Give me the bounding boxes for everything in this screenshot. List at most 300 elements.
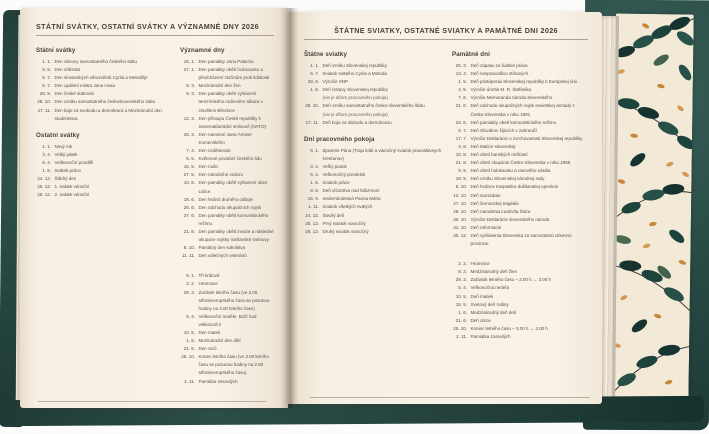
section-vyznamne-dny bbox=[180, 47, 274, 260]
holiday-entry bbox=[452, 208, 588, 216]
entry-date: 15. 5. bbox=[183, 164, 195, 170]
holiday-entry bbox=[452, 293, 588, 301]
entry-text: Den památky obětí vyhlazení terezínského rodinného tábora v Osvětimi-Březince bbox=[198, 91, 263, 113]
holiday-entry bbox=[36, 107, 170, 123]
entry-date: 1. 5. bbox=[458, 79, 467, 85]
right-page-column-2 bbox=[452, 42, 588, 341]
holiday-entry bbox=[180, 329, 274, 337]
entry-text: Medzinárodný deň detí bbox=[470, 309, 517, 315]
section-dni-pracovneho-pokoja bbox=[304, 136, 444, 236]
holiday-entry bbox=[452, 216, 588, 224]
holiday-entry bbox=[304, 78, 444, 86]
entry-text: Deň obetí banských nešťastí bbox=[470, 152, 528, 158]
entry-date: 11. 11. bbox=[181, 253, 195, 259]
entry-date: 12. 3. bbox=[183, 115, 195, 121]
entry-date: 3. 4. bbox=[42, 151, 51, 157]
entry-text: Výročie SNP bbox=[322, 79, 348, 85]
entry-text: Velký pátek bbox=[54, 151, 78, 157]
holiday-entry bbox=[180, 66, 274, 82]
entry-text: Začiatok letného času – 2.00 h → 3.00 h bbox=[470, 277, 552, 283]
holiday-entry bbox=[36, 74, 170, 82]
holiday-entry bbox=[304, 147, 444, 163]
entry-date: 25. 12. bbox=[37, 184, 51, 190]
entry-text: Nový rok bbox=[54, 143, 73, 149]
entry-text: Prvý sviatok vianočný bbox=[322, 220, 366, 226]
holiday-entry bbox=[180, 228, 274, 244]
holiday-entry bbox=[180, 244, 274, 252]
entry-text: Veľký piatok bbox=[322, 163, 347, 169]
entry-text: Velikonoční pondělí bbox=[54, 159, 94, 165]
entry-date: 8. 10. bbox=[183, 245, 195, 251]
holiday-entry bbox=[452, 333, 588, 341]
entry-text: Deň samizdatu bbox=[470, 192, 501, 198]
entry-date: 17. 7. bbox=[455, 135, 467, 141]
section-heading: Ostatní svátky bbox=[36, 131, 80, 139]
holiday-entry bbox=[36, 66, 170, 74]
entry-date: 1. 1. bbox=[42, 143, 51, 149]
holiday-entry bbox=[452, 183, 588, 191]
entry-text: Deň hrdinov Karpatsko-duklianskej operácie bbox=[470, 184, 559, 190]
entry-text: Deň vzniku Slovenskej národnej rady bbox=[470, 176, 545, 182]
entry-date: 10. 5. bbox=[455, 293, 467, 299]
entry-text: Deň pamiatky obetí komunistického režimu bbox=[470, 119, 557, 125]
holiday-entry bbox=[452, 135, 588, 143]
entry-date: 1. 9. bbox=[310, 87, 319, 93]
left-page-content bbox=[20, 8, 288, 408]
holiday-list bbox=[304, 62, 444, 127]
entry-text: Den otců bbox=[198, 346, 217, 352]
entry-date: 5. 5. bbox=[186, 156, 195, 162]
entry-text: Výročie Deklarácie slovenského národa bbox=[470, 216, 550, 222]
entry-text: Deň zápasu za ľudské práva bbox=[470, 63, 528, 68]
holiday-entry bbox=[180, 196, 274, 204]
entry-text: Štedrý deň bbox=[322, 212, 345, 218]
holiday-entry bbox=[304, 212, 444, 220]
entry-text: Den rodin bbox=[198, 164, 218, 170]
entry-date: 1. 5. bbox=[42, 168, 51, 174]
entry-text: Medzinárodný deň žien bbox=[470, 269, 517, 275]
holiday-entry bbox=[36, 58, 170, 66]
entry-text: Deň nespravodlivo stíhaných bbox=[470, 71, 529, 77]
entry-date: 5. 7. bbox=[458, 127, 467, 133]
entry-note: (nie je dňom pracovného pokoja) bbox=[322, 111, 388, 117]
entry-date: 26. 12. bbox=[37, 192, 51, 198]
entry-date: 29. 8. bbox=[307, 79, 319, 85]
holiday-entry bbox=[452, 151, 588, 159]
entry-text: Deň víťazstva nad fašizmom bbox=[322, 188, 380, 194]
title-rule bbox=[304, 39, 588, 40]
holiday-entry bbox=[304, 195, 444, 203]
entry-text: Konec letního času (ve 3.00 letního času se posunou hodiny na 2.00 středoevropského času) bbox=[198, 354, 269, 376]
entry-date: 10. 6. bbox=[183, 180, 195, 186]
entry-date: 2. 2. bbox=[186, 281, 195, 287]
entry-text: Druhý sviatok vianočný bbox=[322, 228, 369, 234]
holiday-entry bbox=[452, 159, 588, 167]
holiday-entry bbox=[304, 86, 444, 102]
footer-rule bbox=[38, 401, 266, 402]
entry-date: 1. 6. bbox=[186, 338, 195, 344]
entry-date: 19. 9. bbox=[455, 176, 467, 182]
entry-text: Velikonoční neděle, Boží hod velikonoční bbox=[198, 313, 257, 327]
entry-date: 9. 9. bbox=[458, 168, 467, 174]
entry-text: Koniec letného času – 3.00 h → 2.00 h bbox=[470, 325, 548, 331]
entry-date: 21. 8. bbox=[455, 160, 467, 166]
right-page-content bbox=[288, 12, 602, 404]
section-statni-svatky bbox=[36, 47, 170, 123]
entry-text: Deň Slovákov žijúcich v zahraničí bbox=[470, 127, 538, 133]
entry-text: Hromnice bbox=[198, 281, 218, 287]
entry-text: Mezinárodní den dětí bbox=[198, 338, 241, 344]
entry-date: 5. 4. bbox=[186, 313, 195, 319]
holiday-entry bbox=[452, 232, 588, 248]
left-page-column-2 bbox=[180, 38, 274, 386]
entry-date: 1. 5. bbox=[310, 180, 319, 186]
holiday-entry bbox=[180, 378, 274, 386]
entry-text: Výročie Memoranda národa slovenského bbox=[470, 95, 553, 101]
holiday-entry bbox=[180, 252, 274, 260]
leaf-pattern bbox=[610, 13, 694, 418]
entry-date: 2. 11. bbox=[456, 334, 467, 339]
entry-text: Svátek práce bbox=[54, 168, 81, 174]
holiday-entry bbox=[452, 309, 588, 317]
holiday-list bbox=[180, 58, 274, 260]
entry-date: 6. 1. bbox=[310, 147, 319, 153]
section-other-observances-cz bbox=[180, 272, 274, 385]
entry-date: 30. 12. bbox=[453, 232, 467, 238]
entry-text: Sviatok práce bbox=[322, 180, 350, 186]
entry-date: 2. 2. bbox=[458, 261, 467, 267]
entry-text: Den hrdinů druhého odboje bbox=[198, 196, 253, 202]
entry-date: 5. 7. bbox=[310, 71, 319, 77]
section-statne-sviatky bbox=[304, 51, 444, 127]
holiday-entry bbox=[452, 175, 588, 183]
right-page-title: ŠTÁTNE SVIATKY, OSTATNÉ SVIATKY A PAMÄTNÉ DNI 2026 bbox=[334, 26, 558, 35]
holiday-entry bbox=[180, 345, 274, 353]
holiday-entry bbox=[452, 224, 588, 232]
entry-text: Tři králové bbox=[198, 273, 220, 279]
entry-text: Den boje za svobodu a demokracii a Mezinárodní den studentstva bbox=[54, 107, 162, 121]
entry-date: 27. 6. bbox=[183, 212, 195, 218]
entry-text: Začátek letního času (ve 2.00 středoevropského času se posunou hodiny na 3.00 letního času) bbox=[198, 289, 270, 311]
entry-text: Pamiatka zosnulých bbox=[470, 334, 511, 339]
entry-text: Den přístupu České republiky k Severoatlantické smlouvě (NATO) bbox=[198, 115, 266, 129]
entry-text: Deň odchodu okupačných vojsk sovietskej armády z Česko-Slovenska v roku 1991 bbox=[470, 103, 575, 117]
entry-text: Den vítězství bbox=[54, 67, 81, 73]
entry-date: 9. 3. bbox=[186, 91, 195, 97]
entry-text: Den národního vzdoru bbox=[198, 172, 243, 178]
entry-text: Den památky obětí invaze a následné okupace vojsky Varšavské smlouvy bbox=[198, 228, 274, 243]
entry-date: 7. 4. bbox=[186, 148, 195, 154]
entry-date: 6. 4. bbox=[310, 172, 319, 178]
entry-text: Květnové povstání českého lidu bbox=[198, 156, 262, 162]
entry-date: 26. 6. bbox=[183, 204, 195, 210]
entry-text: Den odchodu okupačních vojsk bbox=[198, 204, 261, 210]
entry-date: 24. 12. bbox=[305, 212, 319, 218]
holiday-entry bbox=[452, 200, 588, 208]
entry-text: Deň Matice slovenskej bbox=[470, 143, 516, 149]
holiday-entry bbox=[452, 102, 588, 118]
entry-text: Deň vzniku samostatného česko-slovenského štátu bbox=[322, 103, 425, 109]
entry-date: 3. 4. bbox=[310, 163, 319, 169]
holiday-entry bbox=[180, 115, 274, 131]
entry-text: Den české státnosti bbox=[54, 91, 94, 97]
entry-date: 24. 6. bbox=[455, 119, 467, 125]
entry-date: 30. 10. bbox=[453, 216, 467, 222]
holiday-entry bbox=[180, 212, 274, 228]
entry-text: Deň reformácie bbox=[470, 224, 502, 230]
holiday-entry bbox=[180, 313, 274, 329]
holiday-entry bbox=[180, 58, 274, 66]
holiday-entry bbox=[180, 163, 274, 171]
holiday-entry bbox=[180, 280, 274, 288]
entry-date: 21. 6. bbox=[455, 317, 467, 323]
entry-date: 16. 1. bbox=[183, 59, 195, 64]
holiday-entry bbox=[304, 228, 444, 236]
entry-text: Den vzdělanosti bbox=[198, 148, 231, 154]
entry-text: Hromnice bbox=[470, 261, 490, 267]
holiday-entry bbox=[304, 187, 444, 195]
entry-date: 29. 3. bbox=[183, 289, 195, 295]
entry-date: 17. 11. bbox=[37, 107, 51, 113]
entry-text: Deň boja za slobodu a demokraciu bbox=[322, 119, 392, 125]
entry-text: Deň matiek bbox=[470, 293, 494, 299]
holiday-entry bbox=[452, 260, 588, 268]
entry-date: 15. 9. bbox=[307, 196, 319, 202]
entry-text: Památka zesnulých bbox=[198, 378, 238, 384]
entry-text: Štědrý den bbox=[54, 176, 77, 182]
right-page-column-1 bbox=[304, 42, 444, 341]
section-ostatni-svatky bbox=[36, 132, 170, 200]
holiday-entry bbox=[180, 272, 274, 280]
entry-text: Veľkonočný pondelok bbox=[322, 172, 366, 178]
holiday-entry bbox=[304, 102, 444, 118]
entry-date: 25. 10. bbox=[453, 325, 467, 331]
left-page bbox=[20, 8, 288, 408]
holiday-entry bbox=[180, 147, 274, 155]
holiday-entry bbox=[180, 337, 274, 345]
entry-date: 15. 5. bbox=[455, 301, 467, 307]
holiday-entry bbox=[180, 82, 274, 90]
entry-text: Den slovanských věrozvěstů Cyrila a Metoděje bbox=[54, 75, 148, 81]
right-page bbox=[288, 12, 602, 404]
holiday-entry bbox=[304, 179, 444, 187]
entry-date: 1. 6. bbox=[458, 309, 467, 315]
holiday-entry bbox=[180, 131, 274, 147]
holiday-entry bbox=[452, 317, 588, 325]
entry-date: 1. 11. bbox=[308, 204, 319, 210]
holiday-entry bbox=[180, 353, 274, 377]
entry-date: 25. 12. bbox=[305, 220, 319, 226]
entry-date: 18. 6. bbox=[183, 196, 195, 202]
entry-text: Mezinárodní den žen bbox=[198, 83, 241, 89]
entry-date: 27. 5. bbox=[183, 172, 195, 178]
entry-date: 5. 4. bbox=[458, 285, 467, 291]
holiday-entry bbox=[180, 155, 274, 163]
holiday-list bbox=[36, 143, 170, 200]
holiday-entry bbox=[304, 171, 444, 179]
entry-date: 6. 1. bbox=[186, 273, 195, 279]
holiday-entry bbox=[36, 159, 170, 167]
section-pamatne-dni bbox=[452, 51, 588, 248]
holiday-entry bbox=[452, 127, 588, 135]
holiday-entry bbox=[452, 62, 588, 70]
holiday-entry bbox=[452, 78, 588, 86]
entry-date: 6. 4. bbox=[42, 159, 51, 165]
holiday-entry bbox=[180, 171, 274, 179]
entry-text: Sviatok svätého Cyrila a Metoda bbox=[322, 71, 387, 77]
holiday-entry bbox=[36, 191, 170, 199]
entry-date: 6. 10. bbox=[455, 184, 467, 190]
entry-date: 21. 6. bbox=[455, 103, 467, 109]
entry-date: 28. 10. bbox=[305, 103, 319, 109]
holiday-entry bbox=[452, 284, 588, 292]
entry-text: Sviatok všetkých svätých bbox=[322, 204, 373, 210]
entry-date: 10. 5. bbox=[183, 330, 195, 335]
entry-date: 21. 6. bbox=[183, 346, 195, 352]
entry-text: Den válečných veteránů bbox=[198, 253, 247, 259]
holiday-list bbox=[452, 62, 588, 248]
entry-text: Sedembolestná Panna Mária bbox=[322, 196, 381, 202]
entry-date: 29. 10. bbox=[453, 208, 467, 214]
entry-date: 24. 12. bbox=[37, 176, 51, 182]
holiday-entry bbox=[180, 179, 274, 195]
entry-date: 28. 9. bbox=[39, 91, 51, 97]
holiday-list bbox=[304, 147, 444, 236]
entry-date: 28. 3. bbox=[183, 131, 195, 137]
book-back-cover-leaf-panel bbox=[610, 13, 694, 418]
entry-text: Výročie Deklarácie o zvrchovanosti Slovenskej republiky bbox=[470, 135, 583, 141]
entry-text: Den obnovy samostatného českého státu bbox=[54, 59, 137, 64]
entry-date: 28. 10. bbox=[37, 99, 51, 105]
holiday-entry bbox=[180, 90, 274, 114]
entry-date: 8. 5. bbox=[42, 67, 51, 73]
entry-date: 7. 6. bbox=[458, 95, 467, 101]
holiday-entry bbox=[304, 119, 444, 127]
holiday-entry bbox=[36, 175, 170, 183]
entry-date: 1. 1. bbox=[310, 63, 319, 68]
entry-text: 1. svátek vánoční bbox=[54, 184, 90, 190]
entry-date: 21. 8. bbox=[183, 228, 195, 234]
holiday-entry bbox=[452, 143, 588, 151]
left-page-title: STÁTNÍ SVÁTKY, OSTATNÍ SVÁTKY A VÝZNAMNÉ DNY 2026 bbox=[36, 22, 259, 31]
entry-date: 4. 8. bbox=[458, 143, 467, 149]
entry-text: Deň otcov bbox=[470, 317, 491, 323]
footer-rule bbox=[310, 397, 590, 398]
left-page-columns bbox=[36, 38, 274, 386]
entry-note: (nie je dňom pracovného pokoja) bbox=[322, 95, 388, 101]
entry-text: Památný den sokolstva bbox=[198, 245, 245, 251]
entry-date: 13. 4. bbox=[455, 71, 467, 77]
entry-date: 6. 7. bbox=[42, 83, 51, 89]
holiday-entry bbox=[36, 167, 170, 175]
entry-text: Deň obetí holokaustu a rasového násilia bbox=[470, 168, 551, 174]
holiday-entry bbox=[180, 204, 274, 212]
section-heading: Významné dny bbox=[180, 47, 225, 54]
entry-date: 5. 7. bbox=[42, 75, 51, 81]
holiday-entry bbox=[452, 276, 588, 284]
holiday-entry bbox=[36, 90, 170, 98]
holiday-entry bbox=[36, 82, 170, 90]
holiday-entry bbox=[304, 220, 444, 228]
holiday-entry bbox=[304, 62, 444, 70]
entry-text: Den narození Jana Ámose Komenského bbox=[198, 131, 252, 145]
holiday-entry bbox=[304, 163, 444, 171]
holiday-entry bbox=[452, 70, 588, 78]
entry-text: Den památky obětí komunistického režimu bbox=[198, 212, 269, 226]
entry-date: 2. 11. bbox=[184, 378, 195, 384]
holiday-entry bbox=[36, 151, 170, 159]
entry-text: Den vzniku samostatného československého státu bbox=[54, 99, 156, 105]
entry-text: Den památky Jana Palacha bbox=[198, 59, 254, 64]
entry-text: Výročie úmrtia M. R. Štefánika bbox=[470, 87, 532, 93]
entry-date: 31. 10. bbox=[453, 224, 467, 230]
entry-date: 27. 10. bbox=[453, 200, 467, 206]
holiday-entry bbox=[452, 86, 588, 94]
entry-date: 26. 12. bbox=[305, 228, 319, 234]
entry-text: Deň obetí okupácie Česko-Slovenska v roku 1968 bbox=[470, 160, 571, 166]
entry-date: 10. 8. bbox=[455, 152, 467, 158]
entry-text: Deň narodenia Ľudovíta Štúra bbox=[470, 208, 531, 214]
entry-text: Deň vyhlásenia Slovenska za samostatnú cirkevnú provinciu bbox=[470, 232, 572, 247]
entry-text: Veľkonočná nedeľa bbox=[470, 285, 510, 291]
holiday-entry bbox=[452, 94, 588, 102]
section-heading: Státní svátky bbox=[36, 47, 76, 54]
holiday-entry bbox=[452, 301, 588, 309]
entry-text: Deň Ústavy Slovenskej republiky bbox=[322, 87, 388, 93]
entry-text: Den upálení mistra Jana Husa bbox=[54, 83, 115, 89]
section-heading: Pamätné dni bbox=[452, 51, 490, 58]
entry-text: Deň pristúpenia Slovenskej republiky k Európskej únii bbox=[470, 79, 577, 85]
holiday-entry bbox=[180, 289, 274, 313]
holiday-entry bbox=[36, 143, 170, 151]
holiday-entry bbox=[304, 70, 444, 78]
section-heading: Dni pracovného pokoja bbox=[304, 135, 375, 143]
holiday-list bbox=[180, 272, 274, 385]
entry-text: 2. svátek vánoční bbox=[54, 192, 90, 198]
entry-date: 8. 3. bbox=[458, 269, 467, 275]
right-page-columns bbox=[304, 42, 588, 341]
holiday-entry bbox=[452, 167, 588, 175]
left-page-column-1 bbox=[36, 38, 170, 386]
entry-text: Den památky obětí vyhlazení obce Lidice bbox=[198, 180, 268, 194]
section-heading: Štátne sviatky bbox=[304, 51, 348, 58]
entry-date: 17. 11. bbox=[305, 119, 319, 125]
entry-text: Zjavenie Pána (Traja králi a vianočný sviatok pravoslávnych kresťanov) bbox=[322, 147, 442, 161]
holiday-entry bbox=[304, 203, 444, 211]
entry-date: 25. 10. bbox=[181, 354, 195, 360]
holiday-entry bbox=[452, 192, 588, 200]
holiday-entry bbox=[452, 325, 588, 333]
entry-date: 8. 5. bbox=[310, 188, 319, 194]
entry-date: 12. 10. bbox=[453, 192, 467, 198]
title-rule bbox=[36, 35, 274, 36]
entry-date: 29. 3. bbox=[455, 277, 467, 283]
entry-date: 8. 3. bbox=[186, 83, 195, 89]
section-other-observances-sk bbox=[452, 260, 588, 341]
entry-date: 25. 3. bbox=[455, 63, 467, 68]
holiday-list bbox=[452, 260, 588, 341]
holiday-list bbox=[36, 58, 170, 123]
entry-text: Deň černovskej tragédie bbox=[470, 200, 519, 206]
entry-text: Den památky obětí holocaustu a předcházení zločinům proti lidskosti bbox=[198, 67, 270, 81]
holiday-entry bbox=[452, 268, 588, 276]
entry-date: 1. 1. bbox=[42, 59, 51, 64]
entry-date: 4. 5. bbox=[458, 87, 467, 93]
holiday-entry bbox=[452, 119, 588, 127]
entry-text: Den matek bbox=[198, 330, 221, 335]
holiday-entry bbox=[36, 98, 170, 106]
entry-text: Deň vzniku Slovenskej republiky bbox=[322, 63, 387, 68]
